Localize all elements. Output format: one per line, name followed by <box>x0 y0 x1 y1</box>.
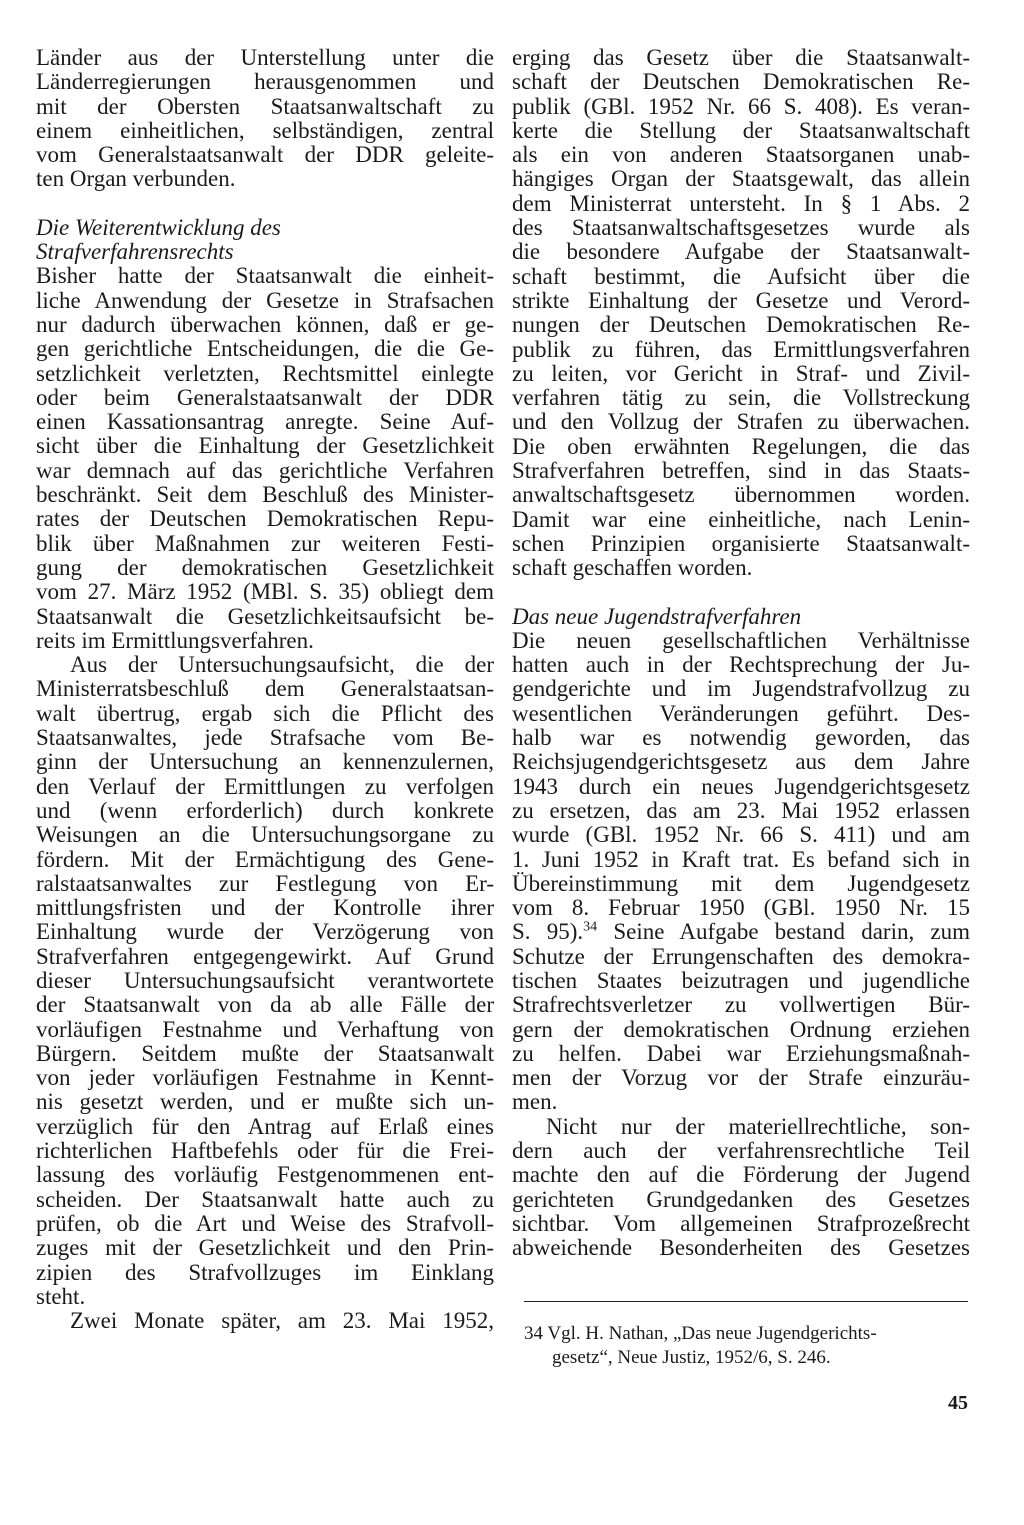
text-line: verzüglich für den Antrag auf Erlaß eines <box>36 1114 494 1139</box>
text-line: Die oben erwähnten Regelungen, die das <box>512 434 970 459</box>
text-line: Schutze der Errungenschaften des demokra- <box>512 944 970 969</box>
text-line: richterlichen Haftbefehls oder für die Frei- <box>36 1139 494 1164</box>
text-line: zu leiten, vor Gericht in Straf- und Zivil- <box>512 361 970 386</box>
paragraph-1 <box>36 46 494 192</box>
text-line: ten Organ verbunden. <box>36 167 236 192</box>
paragraph-gap <box>512 581 970 605</box>
text-line: Ministerratsbeschluß dem Generalstaatsan- <box>36 677 494 702</box>
text-line: Länderregierungen herausgenommen und <box>36 70 494 95</box>
text-line: publik zu führen, das Ermittlungsverfahren <box>512 337 970 362</box>
text-line: die besondere Aufgabe der Staatsanwalt- <box>512 240 970 265</box>
text-line: fördern. Mit der Ermächtigung des Gene- <box>36 847 494 872</box>
text-line-with-footnote-ref <box>512 920 970 944</box>
text-line: sichtbar. Vom allgemeinen Strafprozeßrecht <box>512 1211 970 1236</box>
footnote <box>524 1322 972 1370</box>
text-line: einem einheitlichen, selbständigen, zentral <box>36 118 494 143</box>
text-line: vorläufigen Festnahme und Verhaftung von <box>36 1017 494 1042</box>
left-column <box>36 46 494 1333</box>
text-line: erging das Gesetz über die Staatsanwalt- <box>512 46 970 70</box>
text-line: schaft bestimmt, die Aufsicht über die <box>512 264 970 289</box>
text-line: kerte die Stellung der Staatsanwaltschaft <box>512 118 970 143</box>
text-line: machte den auf die Förderung der Jugend <box>512 1163 970 1188</box>
text-line: Bürgern. Seitdem mußte der Staatsanwalt <box>36 1041 494 1066</box>
paragraph-6-continued <box>512 945 970 1115</box>
text-line: und den Vollzug der Strafen zu überwachen. <box>512 410 970 435</box>
text-line: Damit war eine einheitliche, nach Lenin- <box>512 507 970 532</box>
text-line: gung der demokratischen Gesetzlichkeit <box>36 555 494 580</box>
text-line: nungen der Deutschen Demokratischen Re- <box>512 313 970 338</box>
text-line: Zwei Monate später, am 23. Mai 1952, <box>70 1309 494 1334</box>
paragraph-5 <box>512 46 970 581</box>
text-line: hatten auch in der Rechtsprechung der Ju- <box>512 653 970 678</box>
text-line: dern auch der verfahrensrechtliche Teil <box>512 1139 970 1164</box>
text-line: nur dadurch überwachen können, daß er ge- <box>36 312 494 337</box>
text-line: Das neue Jugendstrafverfahren <box>512 604 802 629</box>
text-line: scheiden. Der Staatsanwalt hatte auch zu <box>36 1187 494 1212</box>
text-line: zuges mit der Gesetzlichkeit und den Prin- <box>36 1236 494 1261</box>
text-line: liche Anwendung der Gesetze in Strafsachen <box>36 288 494 313</box>
text-line: Staatsanwaltes, jede Strafsache vom Be- <box>36 726 494 751</box>
text-line: men der Vorzug vor der Strafe einzuräu- <box>512 1066 970 1091</box>
paragraph-gap <box>36 192 494 216</box>
text-line: Staatsanwalt die Gesetzlichkeitsaufsicht be- <box>36 604 494 629</box>
text-line: zipien des Strafvollzuges im Einklang <box>36 1260 494 1285</box>
text-line: zu ersetzen, das am 23. Mai 1952 erlassen <box>512 798 970 823</box>
text-line: lassung des vorläufig Festgenommenen ent- <box>36 1163 494 1188</box>
text-line: vom Generalstaatsanwalt der DDR geleite- <box>36 143 494 168</box>
text-line: vom 27. März 1952 (MBl. S. 35) obliegt dem <box>36 580 494 605</box>
text-line: 1943 durch ein neues Jugendgerichtsgesetz <box>512 774 970 799</box>
paragraph-4 <box>36 1309 494 1333</box>
text-fragment: S. 95). <box>512 920 584 945</box>
paragraph-7 <box>512 1115 970 1261</box>
section-heading-strafverfahrensrecht <box>36 216 494 265</box>
text-line: gern der demokratischen Ordnung erziehen <box>512 1017 970 1042</box>
text-line: ginn der Untersuchung an kennenzulernen, <box>36 750 494 775</box>
text-line: wurde (GBl. 1952 Nr. 66 S. 411) und am <box>512 823 970 848</box>
text-line: verfahren tätig zu sein, die Vollstreckung <box>512 386 970 411</box>
text-line: Bisher hatte der Staatsanwalt die einheit- <box>36 264 494 289</box>
text-line: gerichteten Grundgedanken des Gesetzes <box>512 1187 970 1212</box>
text-line: 1. Juni 1952 in Kraft trat. Es befand sich in <box>512 847 970 872</box>
text-line: walt übertrug, ergab sich die Pflicht des <box>36 701 494 726</box>
text-line: rates der Deutschen Demokratischen Repu- <box>36 507 494 532</box>
page-number: 45 <box>948 1392 968 1414</box>
text-line: schaft der Deutschen Demokratischen Re- <box>512 70 970 95</box>
text-line: Weisungen an die Untersuchungsorgane zu <box>36 823 494 848</box>
text-line: mit der Obersten Staatsanwaltschaft zu <box>36 94 494 119</box>
text-line: mittlungsfristen und der Kontrolle ihrer <box>36 896 494 921</box>
text-line: gendgerichte und im Jugendstrafvollzug zu <box>512 677 970 702</box>
text-line: schen Prinzipien organisierte Staatsanwalt- <box>512 531 970 556</box>
text-line: tischen Staates beizutragen und jugendliche <box>512 968 970 993</box>
text-line: schaft geschaffen worden. <box>512 556 753 581</box>
text-line: vom 8. Februar 1950 (GBl. 1950 Nr. 15 <box>512 896 970 921</box>
text-line: Die neuen gesellschaftlichen Verhältnisse <box>512 628 970 653</box>
footnote-reference[interactable]: 34 <box>583 920 598 935</box>
text-line: war demnach auf das gerichtliche Verfahren <box>36 458 494 483</box>
text-line: blik über Maßnahmen zur weiteren Festi- <box>36 531 494 556</box>
text-line: gen gerichtliche Entscheidungen, die die Ge- <box>36 337 494 362</box>
footnote-line: gesetz“, Neue Justiz, 1952/6, S. 246. <box>552 1347 831 1368</box>
text-line: Länder aus der Unterstellung unter die <box>36 46 494 70</box>
footnote-divider <box>524 1301 968 1302</box>
text-line: Strafrechtsverletzer zu vollwertigen Bür- <box>512 993 970 1018</box>
right-column <box>512 46 970 1261</box>
text-line: von jeder vorläufigen Festnahme in Kennt- <box>36 1066 494 1091</box>
text-line: Nicht nur der materiellrechtliche, son- <box>546 1114 970 1139</box>
text-line: publik (GBl. 1952 Nr. 66 S. 408). Es veran- <box>512 94 970 119</box>
text-line: der Staatsanwalt von da ab alle Fälle der <box>36 993 494 1018</box>
text-line: Strafverfahren entgegengewirkt. Auf Grund <box>36 944 494 969</box>
text-line: Einhaltung wurde der Verzögerung von <box>36 920 494 945</box>
text-line: wesentlichen Veränderungen geführt. Des- <box>512 701 970 726</box>
text-line: und (wenn erforderlich) durch konkrete <box>36 798 494 823</box>
text-line: beschränkt. Seit dem Beschluß des Minister- <box>36 483 494 508</box>
text-line: strikte Einhaltung der Gesetze und Verord- <box>512 288 970 313</box>
text-line: Aus der Untersuchungsaufsicht, die der <box>70 653 494 678</box>
text-line: dem Ministerrat untersteht. In § 1 Abs. 2 <box>512 191 970 216</box>
text-line: Übereinstimmung mit dem Jugendgesetz <box>512 871 970 896</box>
text-line: ralstaatsanwaltes zur Festlegung von Er- <box>36 871 494 896</box>
text-line: abweichende Besonderheiten des Gesetzes <box>512 1236 970 1261</box>
text-line: Strafverfahren betreffen, sind in das Staats- <box>512 459 970 484</box>
paragraph-3 <box>36 653 494 1309</box>
text-line: prüfen, ob die Art und Weise des Strafvoll- <box>36 1211 494 1236</box>
text-line: reits im Ermittlungsverfahren. <box>36 628 314 653</box>
text-line: men. <box>512 1090 558 1115</box>
text-fragment: Seine Aufgabe bestand darin, zum <box>597 920 970 945</box>
paragraph-2 <box>36 264 494 653</box>
paragraph-6 <box>512 629 970 921</box>
text-line: Die Weiterentwicklung des <box>36 215 281 240</box>
section-heading-jugendstrafverfahren <box>512 605 970 629</box>
text-line: halb war es notwendig geworden, das <box>512 726 970 751</box>
text-line: oder beim Generalstaatsanwalt der DDR <box>36 385 494 410</box>
footnote-line: 34 Vgl. H. Nathan, „Das neue Jugendgerichts- <box>524 1323 877 1344</box>
text-line: nis gesetzt werden, und er mußte sich un- <box>36 1090 494 1115</box>
text-line: anwaltschaftsgesetz übernommen worden. <box>512 483 970 508</box>
text-line: steht. <box>36 1284 86 1309</box>
text-line: setzlichkeit verletzten, Rechtsmittel einlegte <box>36 361 494 386</box>
text-line: des Staatsanwaltschaftsgesetzes wurde als <box>512 216 970 241</box>
text-line: Reichsjugendgerichtsgesetz aus dem Jahre <box>512 750 970 775</box>
text-line: als ein von anderen Staatsorganen unab- <box>512 143 970 168</box>
text-line: dieser Untersuchungsaufsicht verantwortete <box>36 968 494 993</box>
text-line: sicht über die Einhaltung der Gesetzlichkeit <box>36 434 494 459</box>
text-line: hängiges Organ der Staatsgewalt, das allein <box>512 167 970 192</box>
text-line: einen Kassationsantrag anregte. Seine Auf- <box>36 410 494 435</box>
text-line: Strafverfahrensrechts <box>36 240 234 265</box>
text-line: zu helfen. Dabei war Erziehungsmaßnah- <box>512 1041 970 1066</box>
text-line: den Verlauf der Ermittlungen zu verfolgen <box>36 774 494 799</box>
